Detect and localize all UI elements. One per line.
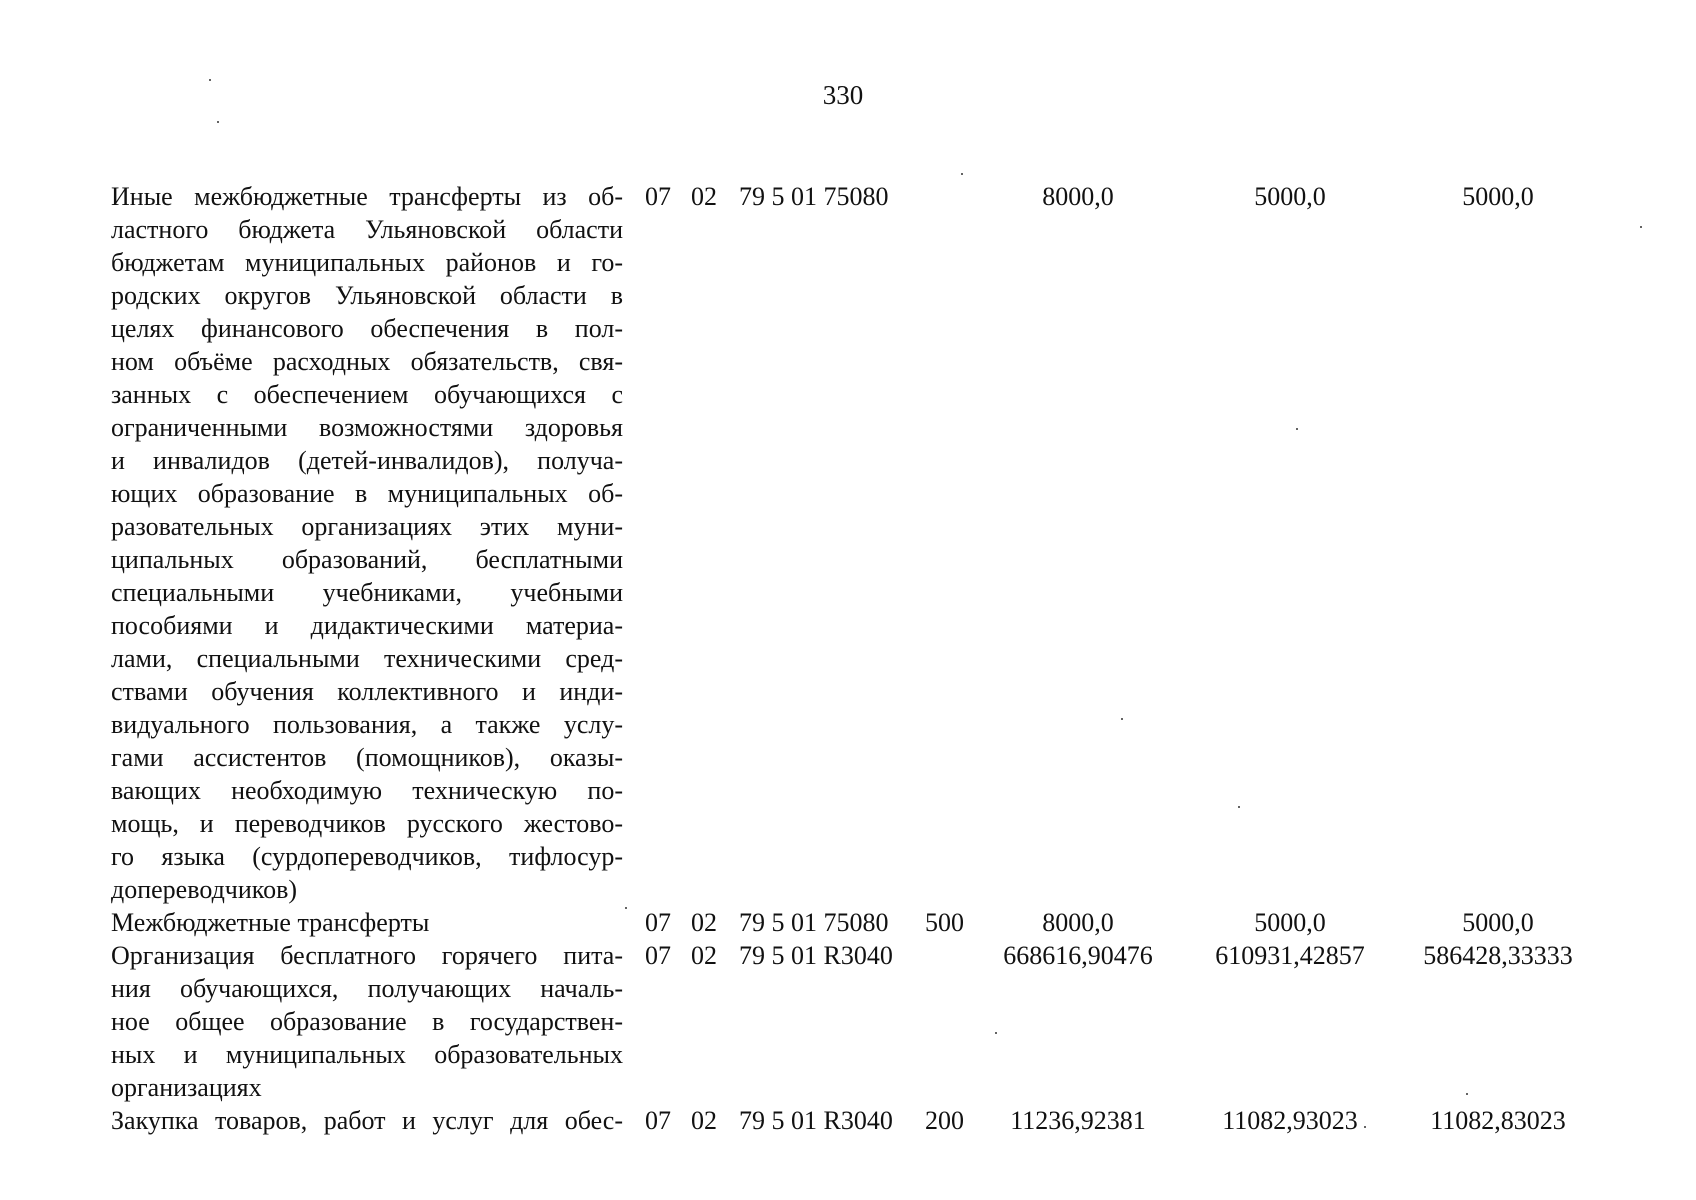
- description-line: мощь, и переводчиков русского жестово-: [111, 809, 623, 838]
- row-description: [111, 180, 623, 906]
- amount-year-1: 8000,0: [1042, 182, 1114, 211]
- description-line: занных с обеспечением обучающихся с: [111, 380, 623, 409]
- description-line: вающих необходимую техническую по-: [111, 776, 623, 805]
- description-line: ния обучающихся, получающих началь-: [111, 974, 623, 1003]
- page-number: 330: [822, 80, 864, 110]
- section-code: 07: [645, 941, 671, 970]
- description-line: лами, специальными техническими сред-: [111, 644, 623, 673]
- expense-type-code: 200: [925, 1106, 964, 1135]
- description-line: целях финансового обеспечения в пол-: [111, 314, 623, 343]
- description-line: и инвалидов (детей-инвалидов), получа-: [111, 446, 623, 475]
- description-line: ющих образование в муниципальных об-: [111, 479, 623, 508]
- target-item-code: 79 5 01 75080: [739, 908, 889, 937]
- target-item-code: 79 5 01 R3040: [739, 941, 893, 970]
- description-line: пособиями и дидактическими материа-: [111, 611, 623, 640]
- section-code: 07: [645, 908, 671, 937]
- target-item-code: 79 5 01 75080: [739, 182, 889, 211]
- description-line: го языка (сурдопереводчиков, тифлосур-: [111, 842, 623, 871]
- description-line: ствами обучения коллективного и инди-: [111, 677, 623, 706]
- description-line: организациях: [111, 1073, 262, 1102]
- scan-speck: [1238, 806, 1240, 808]
- description-line: Организация бесплатного горячего пита-: [111, 941, 623, 970]
- description-line: Иные межбюджетные трансферты из об-: [111, 182, 623, 211]
- description-line: видуального пользования, а также услу-: [111, 710, 623, 739]
- description-line: родских округов Ульяновской области в: [111, 281, 623, 310]
- amount-year-3: 5000,0: [1462, 182, 1534, 211]
- amount-year-3: 11082,83023: [1430, 1106, 1566, 1135]
- row-description: [111, 939, 623, 1104]
- scan-speck: [625, 907, 627, 909]
- description-line: ципальных образований, бесплатными: [111, 545, 623, 574]
- amount-year-1: 8000,0: [1042, 908, 1114, 937]
- amount-year-3: 5000,0: [1462, 908, 1534, 937]
- expense-type-code: 500: [925, 908, 964, 937]
- amount-year-2: 11082,93023: [1222, 1106, 1358, 1135]
- description-line: ном объёме расходных обязательств, свя-: [111, 347, 623, 376]
- description-line: допереводчиков): [111, 875, 298, 904]
- row-description: [111, 906, 623, 939]
- subsection-code: 02: [691, 941, 717, 970]
- scan-speck: [995, 1032, 997, 1034]
- scan-speck: [1640, 226, 1642, 228]
- description-line: Закупка товаров, работ и услуг для обес-: [111, 1106, 623, 1135]
- description-line: ное общее образование в государствен-: [111, 1007, 623, 1036]
- section-code: 07: [645, 182, 671, 211]
- section-code: 07: [645, 1106, 671, 1135]
- subsection-code: 02: [691, 182, 717, 211]
- amount-year-2: 5000,0: [1254, 182, 1326, 211]
- scan-speck: [1296, 428, 1298, 430]
- scan-speck: [209, 79, 211, 81]
- description-line: специальными учебниками, учебными: [111, 578, 623, 607]
- description-line: бюджетам муниципальных районов и го-: [111, 248, 623, 277]
- amount-year-3: 586428,33333: [1423, 941, 1573, 970]
- scan-speck: [1121, 718, 1123, 720]
- amount-year-2: 610931,42857: [1215, 941, 1365, 970]
- scan-speck: [1466, 1093, 1468, 1095]
- description-line: ных и муниципальных образовательных: [111, 1040, 623, 1069]
- row-description: [111, 1104, 623, 1137]
- description-line: ограниченными возможностями здоровья: [111, 413, 623, 442]
- description-line: гами ассистентов (помощников), оказы-: [111, 743, 623, 772]
- scan-speck: [217, 121, 219, 123]
- description-line: ластного бюджета Ульяновской области: [111, 215, 623, 244]
- amount-year-2: 5000,0: [1254, 908, 1326, 937]
- scan-speck: [961, 173, 963, 175]
- scan-speck: [1364, 1126, 1366, 1128]
- amount-year-1: 668616,90476: [1003, 941, 1153, 970]
- target-item-code: 79 5 01 R3040: [739, 1106, 893, 1135]
- description-line: Межбюджетные трансферты: [111, 908, 430, 937]
- description-line: разовательных организациях этих муни-: [111, 512, 623, 541]
- amount-year-1: 11236,92381: [1010, 1106, 1146, 1135]
- subsection-code: 02: [691, 908, 717, 937]
- subsection-code: 02: [691, 1106, 717, 1135]
